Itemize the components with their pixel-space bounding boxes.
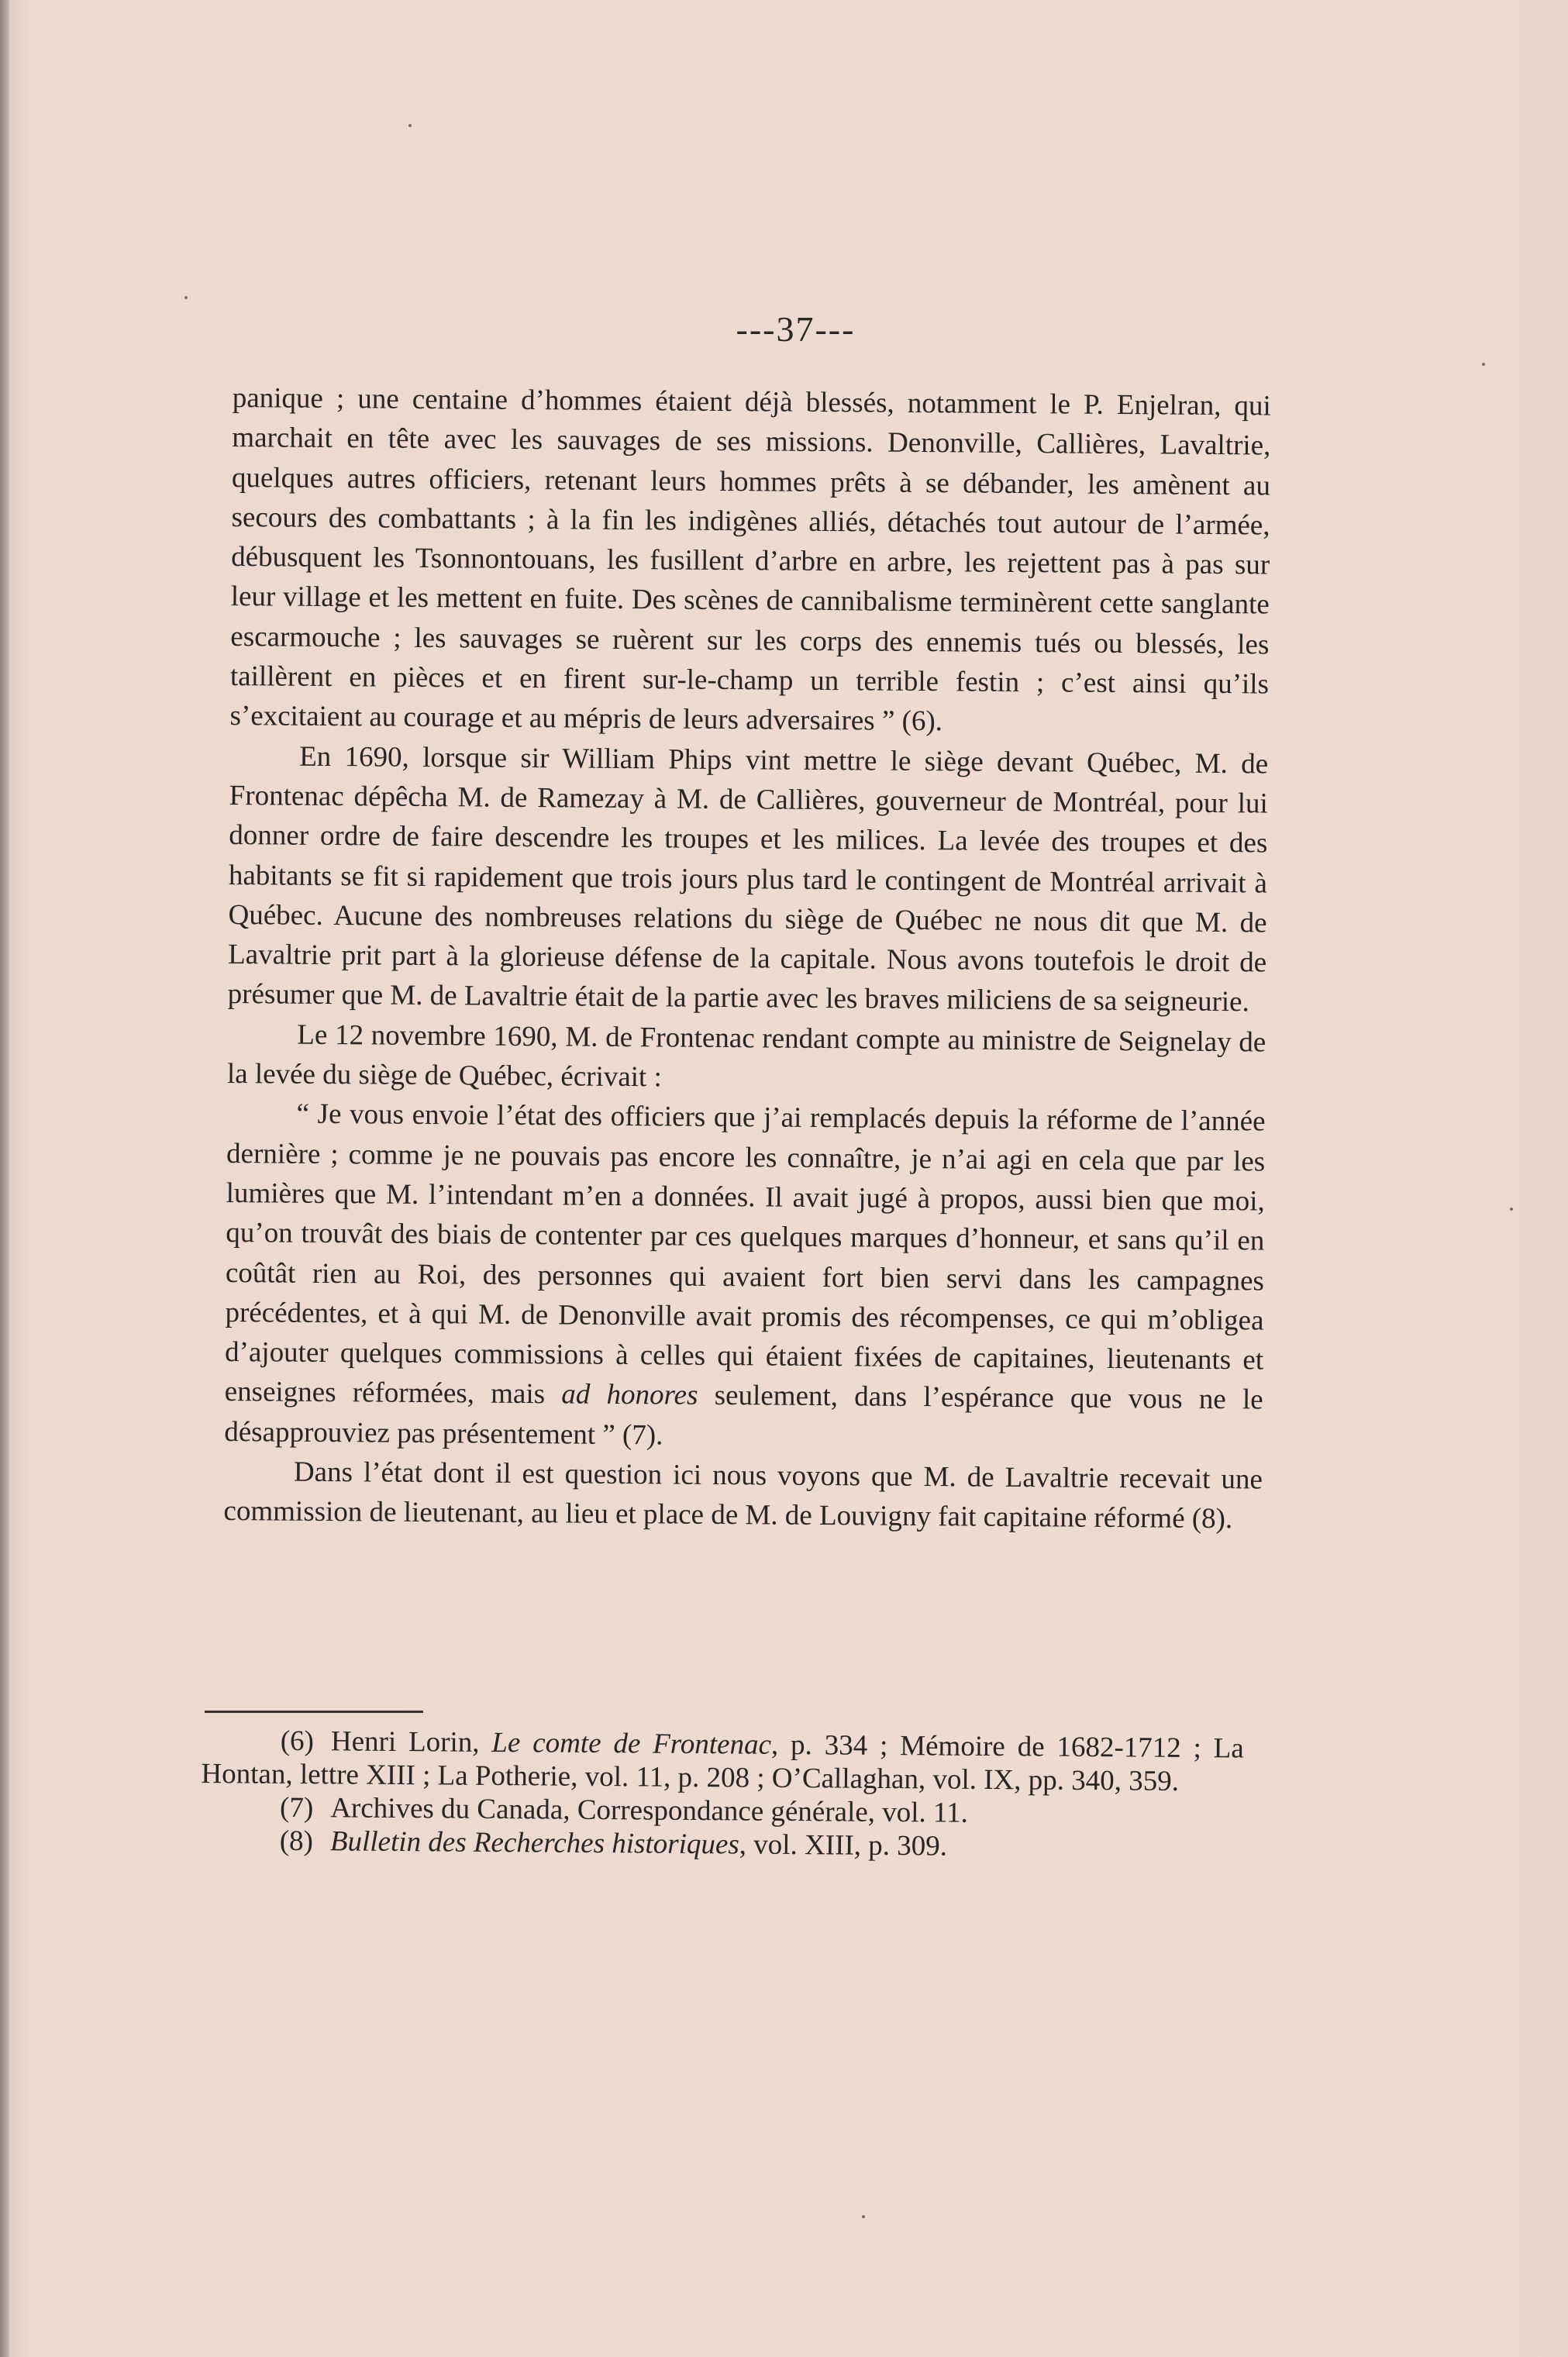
footnote-number: (8) [279, 1825, 314, 1858]
footnote-number: (6) [280, 1725, 315, 1758]
quote-text-before: “ Je vous envoie l’état des officiers que j’ai remplacés depuis la réforme de l’année dernière ; comme je ne pouvais pas encore les connaître, je n’ai agi en cela que par les lumières que M. l’intendant m’en a données. Il avait jugé à propos, aussi bien que moi, qu’on trouvât des biais de contenter par ces quelques marques d’honneur, et sans qu’il en coûtât rien au Roi, des personnes qui avaient fort bien servi dans les campagnes précédentes, et à qui M. de Denonville avait promis des récompenses, ce qui m’obligea d’ajouter quelques commissions à celles qui étaient fixées de capitaines, lieutenants et enseignes réformées, mais [224, 1098, 1266, 1411]
footnote-8 [201, 1824, 1243, 1866]
paragraph-5: Dans l’état dont il est question ici nous voyons que M. de Lavaltrie recevait une commission de lieutenant, au lieu et place de M. de Louvigny fait capitaine réformé (8). [223, 1456, 1263, 1535]
footnote-title: Le comte de Frontenac [491, 1726, 772, 1761]
paragraph-3: Le 12 novembre 1690, M. de Frontenac rendant compte au ministre de Seignelay de la levée du siège de Québec, écrivait : [226, 1018, 1266, 1094]
quote-text-after: seulement, dans l’espérance que vous ne le désapprouviez pas présentement ” (7). [224, 1380, 1263, 1452]
paragraph-1: panique ; une centaine d’hommes étaient déjà blessés, notamment le P. Enjelran, qui marchait en tête avec les sauvages de ses missions. Denonville, Callières, Lavaltrie, quelques autres officiers, retenant leurs hommes prêts à se débander, les amènent au secours des combattants ; à la fin les indigènes alliés, détachés tout autour de l’armée, débusquent les Tsonnontouans, les fusillent d’arbre en arbre, les rejettent pas à pas sur leur village et les mettent en fuite. Des scènes de cannibalisme terminèrent cette sanglante escarmouche ; les sauvages se ruèrent sur les corps des ennemis tués ou blessés, les taillèrent en pièces et en firent sur-le-champ un terrible festin ; c’est ainsi qu’ils s’excitaient au courage et au mépris de leurs adversaires ” (6). [229, 381, 1271, 738]
footnote-reference: , p. 334 ; Mémoire de 1682-1712 ; La Hontan, lettre XIII ; La Potherie, vol. 11, p. 208 ; O’Callaghan, vol. IX, pp. 340, 359. [201, 1728, 1244, 1797]
page-number: ---37--- [736, 309, 856, 349]
footnote-title: Bulletin des Recherches historiques [329, 1825, 739, 1861]
footnote-number: (7) [279, 1791, 314, 1825]
paragraph-2: En 1690, lorsque sir William Phips vint mettre le siège devant Québec, M. de Frontenac dépêcha M. de Ramezay à M. de Callières, gouverneur de Montréal, pour lui donner ordre de faire descendre les troupes et les milices. La levée des troupes et des habitants se fit si rapidement que trois jours plus tard le contingent de Montréal arrivait à Québec. Aucune des nombreuses relations du siège de Québec ne nous dit que M. de Lavaltrie prit part à la glorieuse défense de la capitale. Nous avons toutefois le droit de présumer que M. de Lavaltrie était de la partie avec les braves miliciens de sa seigneurie. [227, 740, 1269, 1018]
footnote-divider [205, 1711, 423, 1713]
paper-speck [862, 2215, 865, 2218]
paper-speck [184, 296, 188, 299]
paper-speck [1510, 1208, 1513, 1211]
footnote-6 [201, 1724, 1244, 1799]
body-text [223, 378, 1271, 1539]
paragraph-4-quote [224, 1094, 1266, 1459]
footnotes [201, 1724, 1244, 1866]
quote-italic-phrase: ad honores [561, 1378, 698, 1412]
paper-speck [408, 124, 412, 127]
footnote-reference: , vol. XIII, p. 309. [739, 1828, 948, 1863]
page-spine-shadow [0, 0, 9, 2357]
footnote-author: Henri Lorin, [330, 1725, 492, 1759]
footnote-reference: Archives du Canada, Correspondance générale, vol. 11. [330, 1792, 969, 1829]
paper-speck [1482, 363, 1485, 366]
